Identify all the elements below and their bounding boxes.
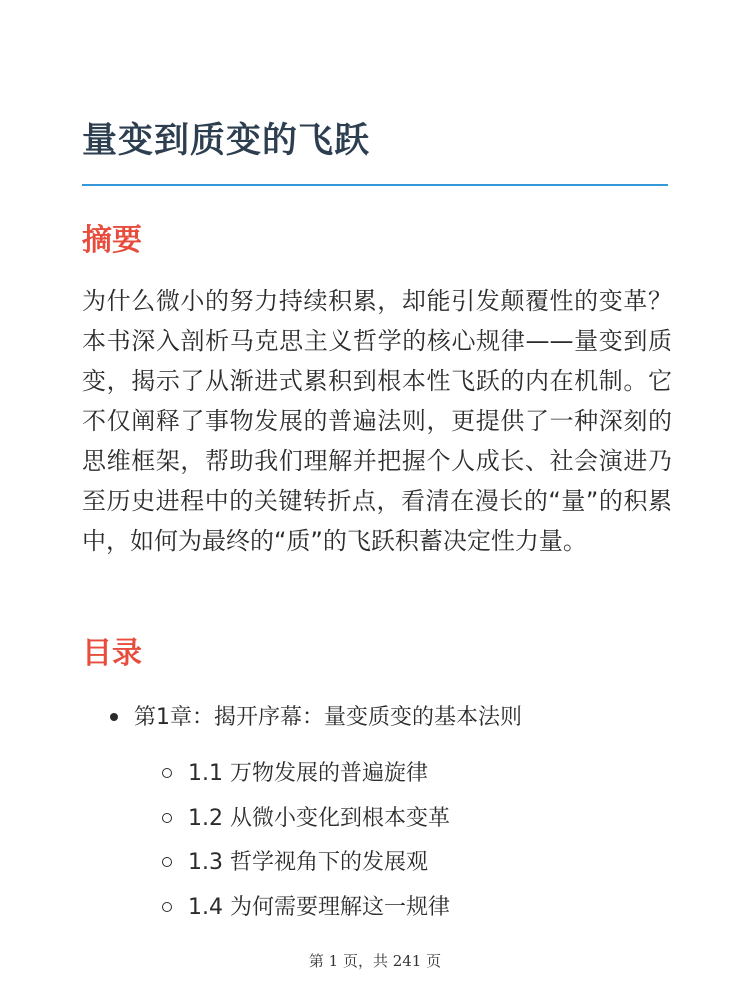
toc-section-1-3[interactable] [162,843,428,883]
toc-heading: 目录 [82,636,142,671]
toc-section-label: 1.3 哲学视角下的发展观 [188,850,428,875]
title-divider [82,184,668,186]
toc-section-label: 1.2 从微小变化到根本变革 [188,806,450,831]
toc-section-1-4[interactable] [162,888,450,928]
bullet-circle-icon [162,902,172,912]
toc-section-label: 1.1 万物发展的普遍旋律 [188,761,428,786]
bullet-circle-icon [162,768,172,778]
bullet-circle-icon [162,813,172,823]
bullet-disc-icon [110,713,118,721]
bullet-circle-icon [162,857,172,867]
toc-section-1-1[interactable] [162,754,428,794]
abstract-heading: 摘要 [82,223,142,258]
toc-chapter-1[interactable] [110,698,522,738]
toc-section-label: 1.4 为何需要理解这一规律 [188,895,450,920]
abstract-paragraph: 为什么微小的努力持续积累，却能引发颠覆性的变革？本书深入剖析马克思主义哲学的核心规律——量变到质变，揭示了从渐进式累积到根本性飞跃的内在机制。它不仅阐释了事物发展的普遍法则，更提供了一种深刻的思维框架，帮助我们理解并把握个人成长、社会演进乃至历史进程中的关键转折点，看清在漫长的“量”的积累中，如何为最终的“质”的飞跃积蓄决定性力量。 [82,287,672,555]
page-number-footer: 第 1 页，共 241 页 [308,952,442,970]
toc-section-1-2[interactable] [162,799,450,839]
toc-chapter-label: 第1章：揭开序幕：量变质变的基本法则 [134,705,522,730]
book-title: 量变到质变的飞跃 [82,121,371,161]
